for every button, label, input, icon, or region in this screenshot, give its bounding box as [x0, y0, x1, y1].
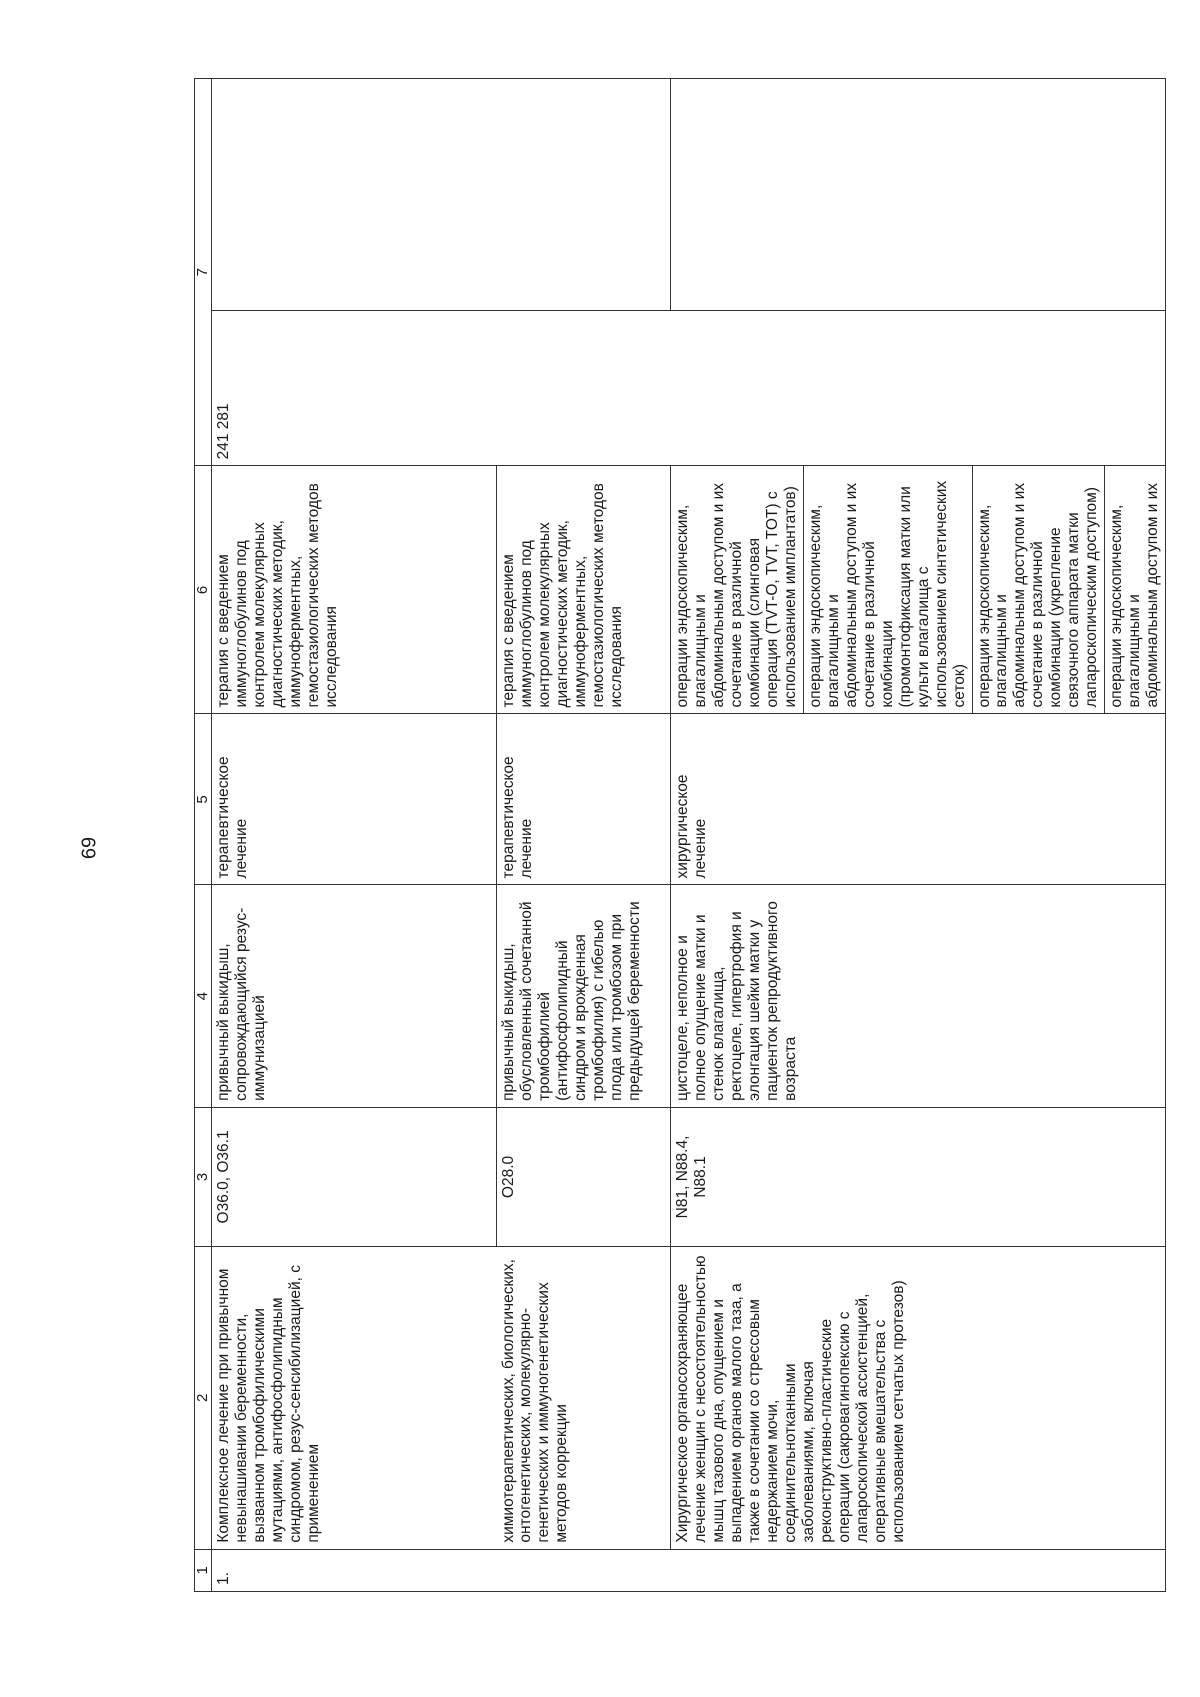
row-number: 1.: [212, 1549, 1166, 1591]
header-row: [195, 79, 212, 1592]
treatment-type: Комплексное лечение при привычном невынашивании беременности, вызванном тромбофилическими мутациями, антифосфолипидным синдромом, резус-сенсибилизацией, с применением: [212, 1247, 497, 1550]
table-row: [671, 79, 1166, 1592]
treatment-kind: терапевтическое лечение: [497, 714, 671, 885]
header-cell: 7: [195, 79, 212, 466]
rotated-table-sheet: [194, 78, 1162, 1592]
header-cell: 2: [195, 1247, 212, 1550]
page-number: 69: [78, 836, 101, 860]
treatment-type: химиотерапевтических, биологических, онтогенетических, молекулярно-генетических и иммуногенетических методов коррекции: [497, 1247, 671, 1550]
treatment-method: терапия с введением иммуноглобулинов под контролем молекулярных диагностических методик, иммуноферментных, гемостазиологических методов исследования: [497, 466, 671, 714]
treatment-type: Хирургическое органосохраняющее лечение женщин с несостоятельностью мышц тазового дна, опущением и выпадением органов малого таза, а также в сочетании со стрессовым недержанием мочи, соединительнотканными заболеваниями, включая реконструктивно-пластические операции (сакровагинопексию с лапароскопической ассистенцией, оперативные вмешательства с использованием сетчатых протезов): [671, 1247, 1166, 1550]
header-cell: 4: [195, 885, 212, 1107]
patient-model: привычный выкидыш, сопровождающийся резус-иммунизацией: [212, 885, 497, 1107]
header-cell: 3: [195, 1107, 212, 1246]
empty-cell: [212, 79, 671, 311]
method-item: операции эндоскопическим, влагалищным и абдоминальным доступом и их сочетание в различной комбинации (укрепление связочного аппарата матки лапароскопическим доступом): [973, 466, 1106, 713]
care-table: [194, 78, 1166, 1592]
patient-model: привычный выкидыш, обусловленный сочетанной тромбофилией (антифосфолипидный синдром и врожденная тромбофилия) с гибелью плода или тромбозом при предыдущей беременности: [497, 885, 671, 1107]
treatment-method: терапия с введением иммуноглобулинов под контролем молекулярных диагностических методик, иммуноферментных, гемостазиологических методов исследования: [212, 466, 497, 714]
treatment-kind: терапевтическое лечение: [212, 714, 497, 885]
header-cell: 1: [195, 1549, 212, 1591]
treatment-method-list: [671, 466, 1166, 714]
header-cell: 6: [195, 466, 212, 714]
treatment-kind: хирургическое лечение: [671, 714, 1166, 885]
patient-model: цистоцеле, неполное и полное опущение матки и стенок влагалища, ректоцеле, гипертрофия и элонгация шейки матки у пациенток репродуктивного возраста: [671, 885, 1166, 1107]
method-item: операции эндоскопическим, влагалищным и абдоминальным доступом и их сочетание в различной комбинации (промонтофиксация матки или культи влагалища с использованием синтетических сеток): [804, 466, 973, 713]
icd-codes: O28.0: [497, 1107, 671, 1246]
icd-codes: N81, N88.4, N88.1: [671, 1107, 1166, 1246]
norm-cost: 241 281: [212, 310, 1166, 466]
empty-cell: [671, 79, 1166, 311]
method-item: операции эндоскопическим, влагалищным и абдоминальным доступом и их: [1108, 482, 1162, 708]
icd-codes: O36.0, O36.1: [212, 1107, 497, 1246]
method-item: операции эндоскопическим, влагалищным и абдоминальным доступом и их сочетание в различной комбинации (слинговая операция (TVT-O, TVT, TOT) с использованием имплантатов): [671, 466, 804, 713]
header-cell: 5: [195, 714, 212, 885]
table-row: [212, 79, 497, 1592]
